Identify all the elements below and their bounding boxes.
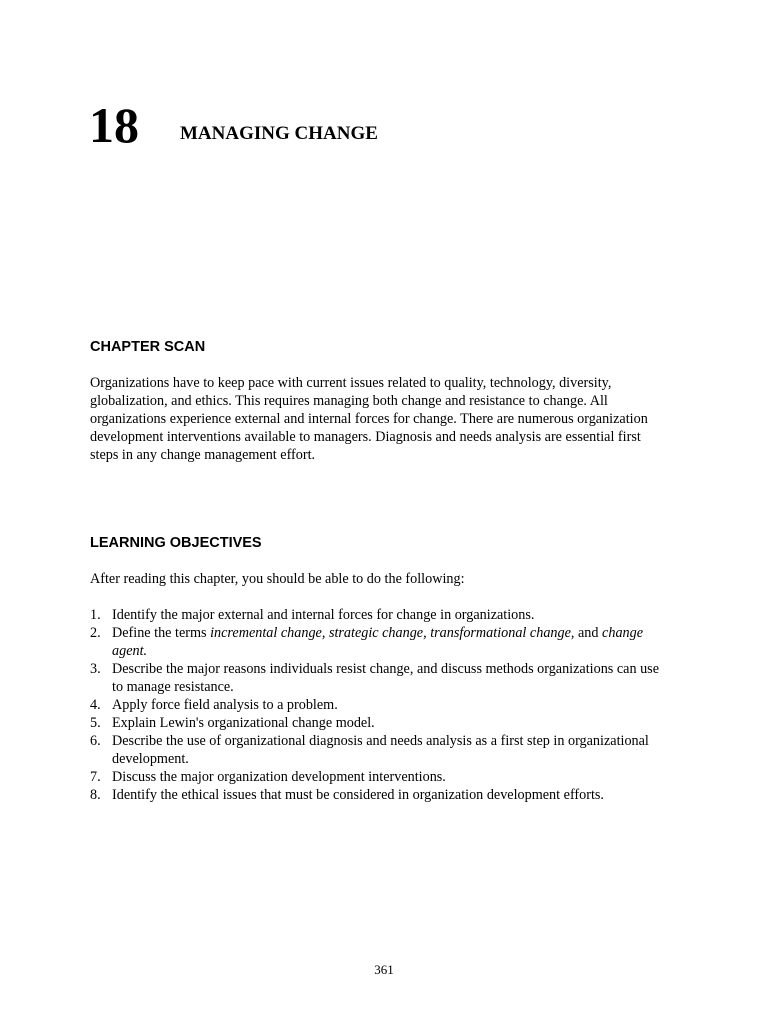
objective-text: Explain Lewin's organizational change model. [112, 715, 375, 731]
objective-text: Define the terms [112, 625, 211, 641]
objective-item [90, 786, 660, 804]
objective-number: 7. [90, 769, 101, 785]
objective-number: 6. [90, 733, 101, 749]
objective-number: 8. [90, 787, 101, 803]
objective-text: Describe the use of organizational diagnosis and needs analysis as a first step in organizational development. [112, 733, 649, 767]
objective-item [90, 696, 660, 714]
chapter-title: MANAGING CHANGE [180, 123, 378, 144]
objective-text: Discuss the major organization development interventions. [112, 769, 446, 785]
objective-text: Identify the ethical issues that must be considered in organization development efforts. [112, 787, 604, 803]
objective-number: 1. [90, 607, 101, 623]
objective-item [90, 768, 660, 786]
objective-italic-term: change agent. [112, 625, 644, 659]
objective-italic-terms: incremental change, strategic change, transformational change, [210, 625, 575, 641]
objective-text: Describe the major reasons individuals resist change, and discuss methods organizations can use to manage resistance. [112, 661, 660, 695]
objective-text-connector: and [574, 625, 603, 641]
chapter-scan-paragraph: Organizations have to keep pace with current issues related to quality, technology, diversity, globalization, and ethics. This requires managing both change and resistance to change. All organizations experience external and internal forces for change. There are numerous organization development interventions available to managers. Diagnosis and needs analysis are essential first steps in any change management effort. [90, 375, 648, 463]
learning-objectives-intro: After reading this chapter, you should be able to do the following: [90, 571, 465, 587]
chapter-scan-heading: CHAPTER SCAN [90, 339, 206, 355]
objective-text: Apply force field analysis to a problem. [112, 697, 338, 713]
chapter-number: 18 [89, 97, 139, 153]
learning-objectives-list [90, 606, 660, 804]
objective-number: 3. [90, 661, 101, 677]
objective-item [90, 606, 660, 624]
objective-text: Identify the major external and internal forces for change in organizations. [112, 607, 535, 623]
objective-number: 2. [90, 625, 101, 641]
objective-item [90, 714, 660, 732]
objective-number: 4. [90, 697, 101, 713]
objective-number: 5. [90, 715, 101, 731]
learning-objectives-heading: LEARNING OBJECTIVES [90, 535, 262, 551]
objective-item [90, 624, 660, 660]
objective-item [90, 660, 660, 696]
objective-item [90, 732, 660, 768]
page-number: 361 [374, 962, 394, 977]
